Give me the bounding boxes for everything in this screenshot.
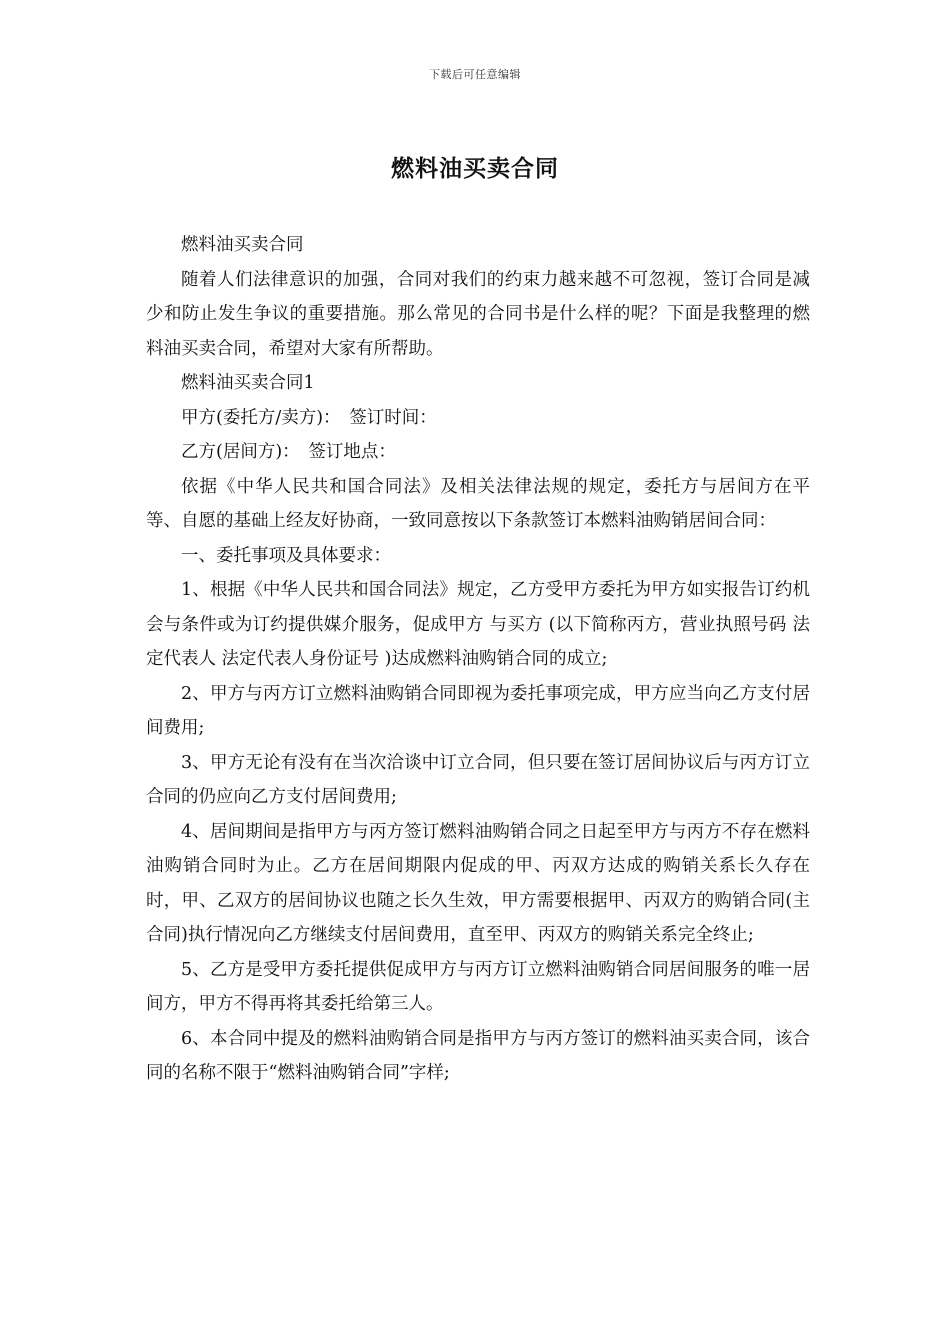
paragraph-preamble: 依据《中华人民共和国合同法》及相关法律法规的规定，委托方与居间方在平等、自愿的基础上经友好协商，一致同意按以下条款签订本燃料油购销居间合同： [146,476,810,531]
document-title: 燃料油买卖合同 [391,155,559,182]
paragraph-clause-3: 3、甲方无论有没有在当次洽谈中订立合同，但只要在签订居间协议后与丙方订立合同的仍应向乙方支付居间费用; [146,752,810,807]
document-body [146,228,810,1091]
paragraph-intro: 随着人们法律意识的加强，合同对我们的约束力越来越不可忽视，签订合同是减少和防止发生争议的重要措施。那么常见的合同书是什么样的呢？下面是我整理的燃料油买卖合同，希望对大家有所帮助。 [146,269,810,359]
header-note: 下载后可任意编辑 [429,68,521,81]
paragraph-clause-5: 5、乙方是受甲方委托提供促成甲方与丙方订立燃料油购销合同居间服务的唯一居间方，甲方不得再将其委托给第三人。 [146,959,810,1014]
paragraph-clause-2: 2、甲方与丙方订立燃料油购销合同即视为委托事项完成，甲方应当向乙方支付居间费用; [146,683,810,738]
paragraph-clause-6: 6、本合同中提及的燃料油购销合同是指甲方与丙方签订的燃料油买卖合同，该合同的名称不限于“燃料油购销合同”字样; [146,1028,810,1083]
paragraph-party-b: 乙方(居间方)： 签订地点： [181,442,396,462]
paragraph-subtitle: 燃料油买卖合同 [181,235,304,255]
paragraph-party-a: 甲方(委托方/卖方)： 签订时间： [181,407,437,428]
paragraph-clause-4: 4、居间期间是指甲方与丙方签订燃料油购销合同之日起至甲方与丙方不存在燃料油购销合同时为止。乙方在居间期限内促成的甲、丙双方达成的购销关系长久存在时，甲、乙双方的居间协议也随之长久生效，甲方需要根据甲、丙双方的购销合同(主合同)执行情况向乙方继续支付居间费用，直至甲、丙双方的购销关系完全终止; [146,821,810,945]
paragraph-clause-1: 1、根据《中华人民共和国合同法》规定，乙方受甲方委托为甲方如实报告订约机会与条件或为订约提供媒介服务，促成甲方 与买方 (以下简称丙方，营业执照号码 法定代表人 法定代表人身份证号 )达成燃料油购销合同的成立; [146,580,810,669]
paragraph-section-heading: 一、委托事项及具体要求： [181,545,391,566]
paragraph-contract-heading: 燃料油买卖合同1 [181,373,315,393]
